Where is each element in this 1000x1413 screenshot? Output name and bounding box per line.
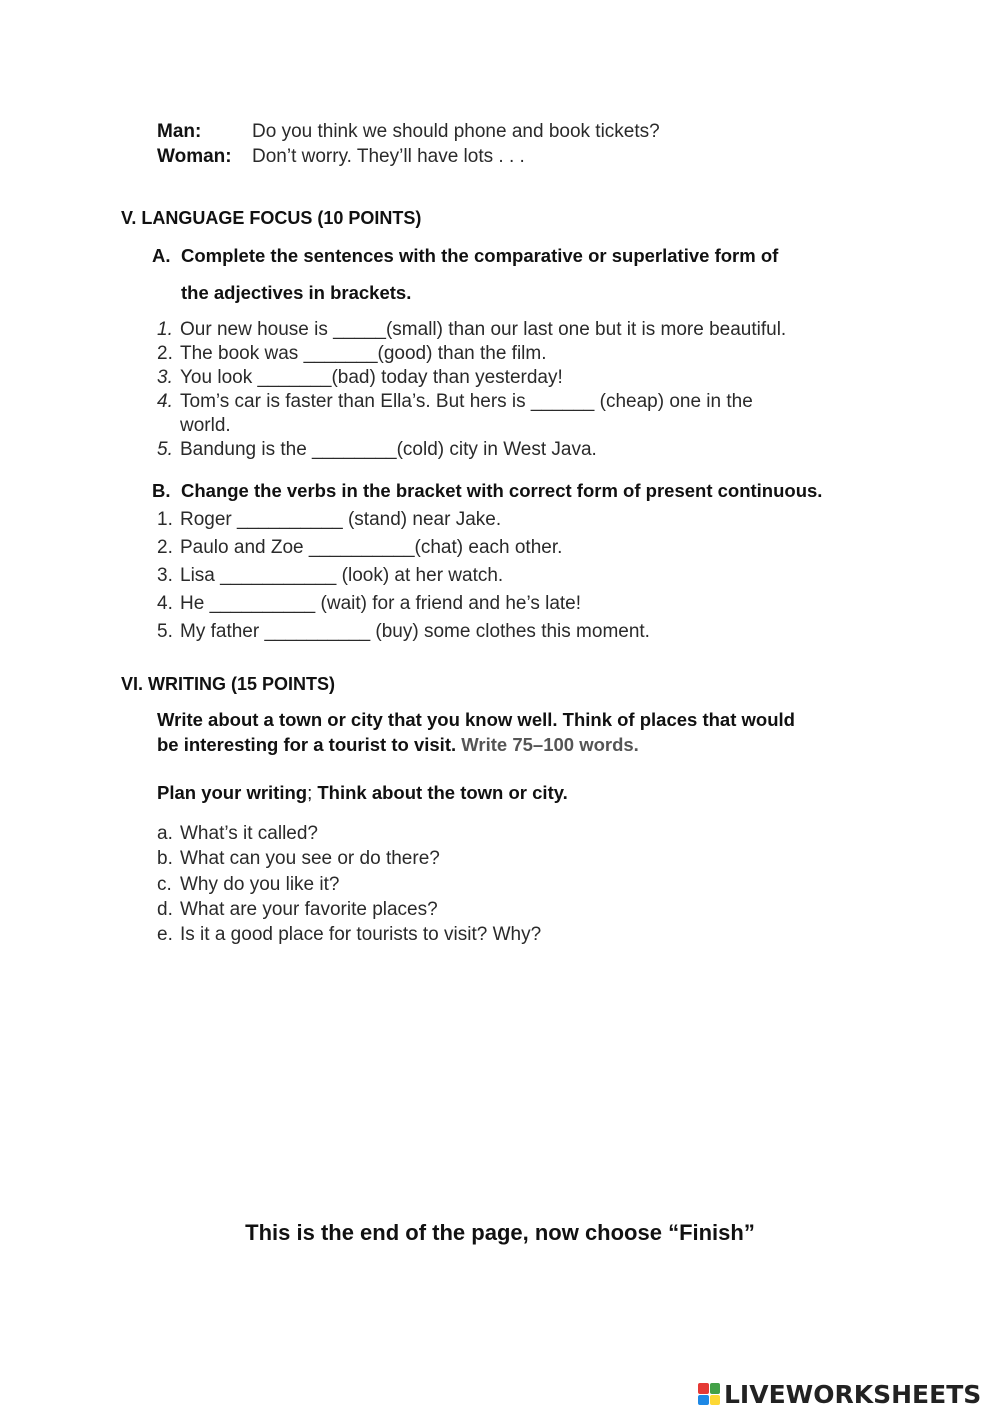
dialogue-line-man <box>157 121 660 143</box>
item-label: e. <box>157 924 173 946</box>
item-text: Tom’s car is faster than Ella’s. But hers is ______ (cheap) one in the <box>180 391 753 412</box>
item-text: Lisa ___________ (look) at her watch. <box>180 565 504 586</box>
item-number: 5. <box>157 621 173 642</box>
list-item <box>157 562 650 590</box>
item-number: 2. <box>157 343 173 364</box>
writing-instruction-line1: Write about a town or city that you know well. Think of places that would <box>157 709 795 730</box>
word-count-requirement: Write 75–100 words. <box>461 734 639 755</box>
list-item <box>157 438 786 462</box>
list-item <box>157 342 786 366</box>
item-text: The book was _______(good) than the film. <box>180 343 547 364</box>
item-number: 2. <box>157 537 173 558</box>
item-text: What are your favorite places? <box>180 898 438 920</box>
dialogue-line-woman <box>157 146 525 168</box>
list-item <box>157 366 786 390</box>
list-item <box>157 534 650 562</box>
part-a-question-list <box>157 318 786 462</box>
item-text: What can you see or do there? <box>180 848 440 870</box>
item-text: What’s it called? <box>180 823 318 844</box>
item-number: 4. <box>157 593 173 614</box>
item-text: Roger __________ (stand) near Jake. <box>180 509 502 530</box>
part-b-instruction-text: Change the verbs in the bracket with correct form of present continuous. <box>181 480 823 501</box>
part-b-instruction <box>152 480 822 502</box>
list-item <box>157 922 541 947</box>
list-item <box>157 872 541 897</box>
item-text: He __________ (wait) for a friend and he’s late! <box>180 593 582 614</box>
item-text: Is it a good place for tourists to visit? Why? <box>180 924 542 946</box>
item-number: 5. <box>157 439 173 460</box>
writing-instruction-line2 <box>157 734 639 756</box>
item-text: Bandung is the ________(cold) city in West Java. <box>180 439 597 460</box>
item-number: 1. <box>157 319 173 340</box>
item-number: 3. <box>157 367 173 388</box>
plan-writing-instruction <box>157 782 568 804</box>
part-b-letter: B. <box>152 480 171 501</box>
list-item <box>157 618 650 646</box>
item-label: c. <box>157 873 172 895</box>
section-heading-writing: VI. WRITING (15 POINTS) <box>121 674 336 694</box>
speaker-label: Woman: <box>157 146 232 167</box>
part-b-question-list <box>157 506 650 646</box>
writing-instruction-text: be interesting for a tourist to visit. <box>157 734 457 755</box>
section-heading-language-focus: V. LANGUAGE FOCUS (10 POINTS) <box>121 208 422 228</box>
list-item <box>157 390 786 414</box>
plan-text: Think about the town or city. <box>312 782 568 803</box>
part-a-instruction-line1: Complete the sentences with the comparative or superlative form of <box>181 245 779 266</box>
item-number: 4. <box>157 391 173 412</box>
list-item <box>157 821 541 846</box>
item-label: d. <box>157 898 173 920</box>
item-text: My father __________ (buy) some clothes this moment. <box>180 621 650 642</box>
plan-separator: ; <box>307 782 313 803</box>
list-item-continuation: world. <box>180 415 231 436</box>
end-of-page-note: This is the end of the page, now choose “Finish” <box>245 1220 755 1245</box>
item-number: 1. <box>157 509 173 530</box>
list-item <box>157 897 541 922</box>
part-a-letter: A. <box>152 245 171 266</box>
list-item <box>157 846 541 871</box>
list-item <box>157 590 650 618</box>
item-label: a. <box>157 823 173 844</box>
logo-text: LIVEWORKSHEETS <box>724 1379 982 1409</box>
part-a-instruction-line2: the adjectives in brackets. <box>181 282 412 303</box>
writing-question-list <box>157 821 541 947</box>
liveworksheets-logo-icon <box>698 1383 720 1405</box>
list-item <box>157 318 786 342</box>
item-text: You look _______(bad) today than yesterday! <box>180 367 563 388</box>
item-label: b. <box>157 848 173 870</box>
list-item <box>157 506 650 534</box>
speaker-label: Man: <box>157 121 202 142</box>
item-number: 3. <box>157 565 173 586</box>
part-a-instruction <box>152 245 778 267</box>
plan-label: Plan your writing <box>157 782 308 803</box>
item-text: Why do you like it? <box>180 873 340 895</box>
item-text: Paulo and Zoe __________(chat) each other. <box>180 537 563 558</box>
item-text: Our new house is _____(small) than our last one but it is more beautiful. <box>180 319 787 340</box>
liveworksheets-logo <box>698 1378 981 1410</box>
dialogue-text: Don’t worry. They’ll have lots . . . <box>252 146 525 167</box>
dialogue-text: Do you think we should phone and book tickets? <box>252 121 660 142</box>
